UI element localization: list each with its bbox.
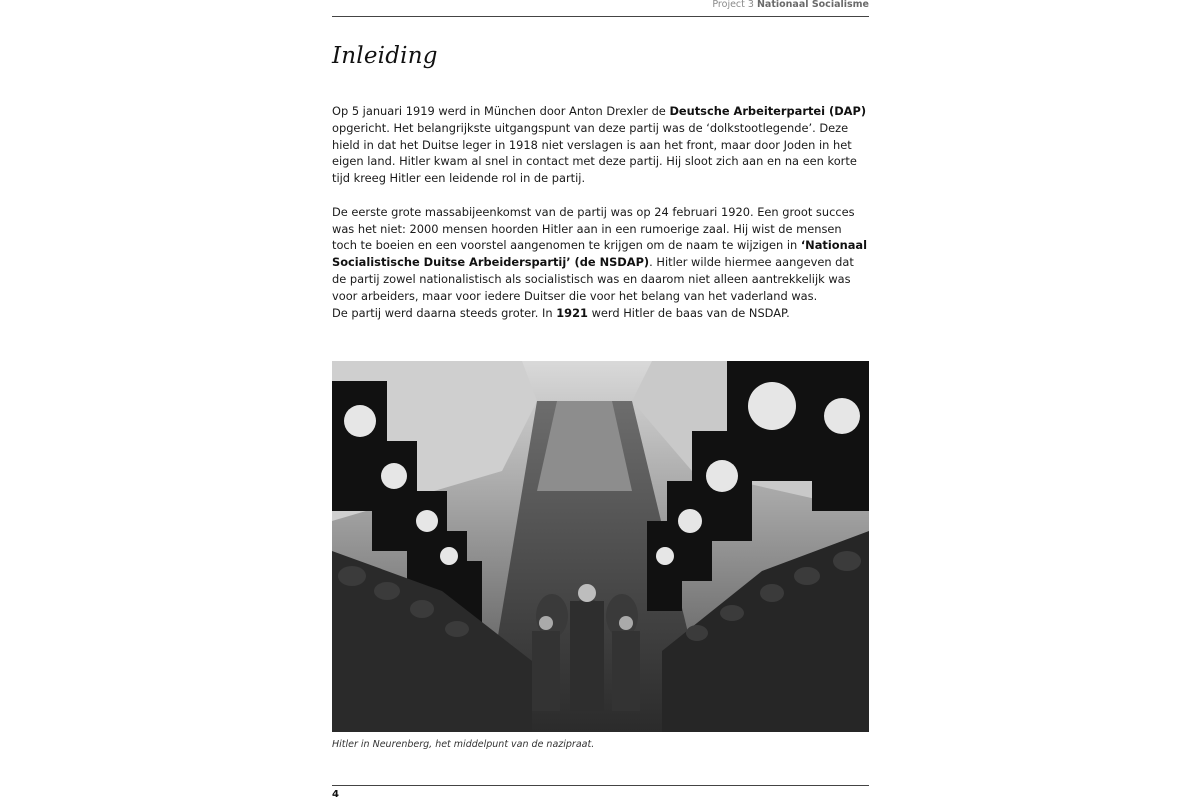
photo-caption: Hitler in Neurenberg, het middelpunt van de nazipraat. [332, 739, 595, 750]
paragraph-2 [332, 204, 869, 305]
page-title: Inleiding [332, 43, 438, 69]
paragraph-3-text-a: De partij werd daarna steeds groter. In [332, 305, 557, 320]
page-number: 4 [332, 789, 339, 800]
running-header [332, 0, 869, 14]
header-project: Project 3 [712, 0, 754, 10]
paragraph-2-text-a: De eerste grote massabijeenkomst van de partij was op 24 februari 1920. Een groot succes was het niet: 2000 mensen hoorden Hitler aan in een rumoerige zaal. Hij wist de mensen toch te boeien en een voorstel aangenomen te krijgen om de naam te wijzigen in [332, 204, 855, 253]
paragraph-3-text-b: werd Hitler de baas van de NSDAP. [587, 305, 790, 320]
paragraph-1 [332, 103, 869, 187]
body-text [332, 103, 869, 338]
paragraph-1-bold: Deutsche Arbeiterpartei (DAP) [669, 104, 867, 118]
document-page [332, 0, 869, 800]
paragraph-1-text-a: Op 5 januari 1919 werd in München door Anton Drexler de [332, 104, 670, 118]
paragraph-2-bold: ‘Nationaal Socialistische Duitse Arbeiderspartij’ (de NSDAP) [332, 238, 867, 270]
paragraph-1-text-b: opgericht. Het belangrijkste uitgangspunt van deze partij was de ‘dolkstootlegende’. Deze hield in dat het Duitse leger in 1918 niet verslagen is aan het front, maar door Joden in het eigen land. Hitler kwam al snel in contact met deze partij. Hij sloot zich aan en na een korte tijd kreeg Hitler een leidende rol in de partij. [332, 120, 857, 186]
paragraph-3 [332, 305, 869, 322]
rally-photo-image [332, 361, 869, 732]
paragraph-3-bold: 1921 [556, 305, 588, 320]
rally-photo [332, 361, 869, 732]
header-rule [332, 16, 869, 17]
header-subject: Nationaal Socialisme [756, 0, 869, 10]
footer-rule [332, 785, 869, 786]
paragraph-2-text-b: . Hitler wilde hiermee aangeven dat de partij zowel nationalistisch als socialistisch was en daarom niet alleen aantrekkelijk was voor arbeiders, maar voor iedere Duitser die voor het belang van het vaderland was. [332, 255, 854, 303]
